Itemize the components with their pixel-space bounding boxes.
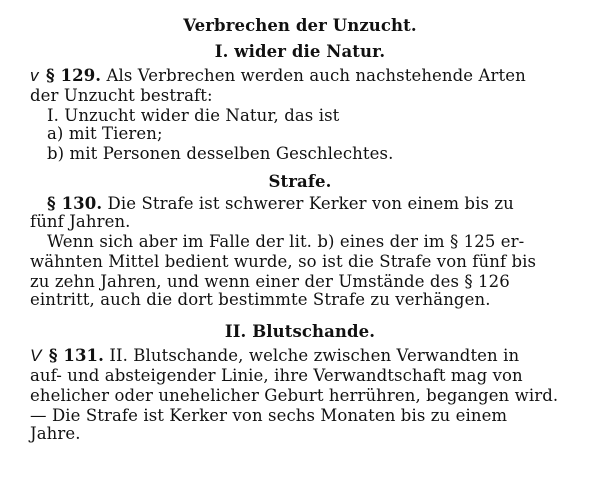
paragraph-131-line-1: [30, 346, 519, 366]
paragraph-130-line-4: wähnten Mittel bedient wurde, so ist die Strafe von fünf bis: [30, 252, 537, 271]
paragraph-131-text-1: II. Blutschande, welche zwischen Verwandten in: [109, 346, 520, 365]
paragraph-129-text-1: Als Verbrechen werden auch nachstehende Arten: [106, 66, 526, 85]
paragraph-130-line-1: [47, 194, 514, 214]
paragraph-130-text-1: Die Strafe ist schwerer Kerker von einem bis zu: [107, 194, 514, 213]
margin-check-mark-131: V: [30, 346, 42, 365]
paragraph-130-line-2: fünf Jahren.: [30, 212, 131, 231]
main-title: Verbrechen der Unzucht.: [183, 16, 417, 35]
section-heading-blutschande: II. Blutschande.: [224, 322, 376, 341]
section-number-130: § 130.: [47, 194, 103, 213]
paragraph-130-line-5: zu zehn Jahren, und wenn einer der Umstände des § 126: [30, 272, 510, 291]
margin-check-mark-129: v: [30, 66, 39, 85]
paragraph-129-line-4: a) mit Tieren;: [47, 124, 163, 143]
paragraph-130-line-3: Wenn sich aber im Falle der lit. b) eines der im § 125 er-: [47, 232, 525, 251]
paragraph-131-line-2: auf- und absteigender Linie, ihre Verwandtschaft mag von: [30, 366, 523, 385]
section-heading-strafe: Strafe.: [268, 172, 332, 191]
paragraph-129-line-2: der Unzucht bestraft:: [30, 86, 213, 105]
paragraph-130-line-6: eintritt, auch die dort bestimmte Strafe zu verhängen.: [30, 290, 491, 309]
section-heading-natur: I. wider die Natur.: [214, 42, 386, 61]
paragraph-129-line-1: [30, 66, 556, 86]
paragraph-131-line-3: ehelicher oder unehelicher Geburt herrühren, begangen wird.: [30, 386, 559, 405]
paragraph-129-line-5: b) mit Personen desselben Geschlechtes.: [47, 144, 394, 163]
section-number-131: § 131.: [48, 346, 104, 365]
section-number-129: § 129.: [45, 66, 102, 85]
paragraph-131-line-5: Jahre.: [30, 424, 81, 443]
paragraph-131-line-4: — Die Strafe ist Kerker von sechs Monaten bis zu einem: [30, 406, 508, 425]
paragraph-129-line-3: I. Unzucht wider die Natur, das ist: [47, 106, 340, 125]
